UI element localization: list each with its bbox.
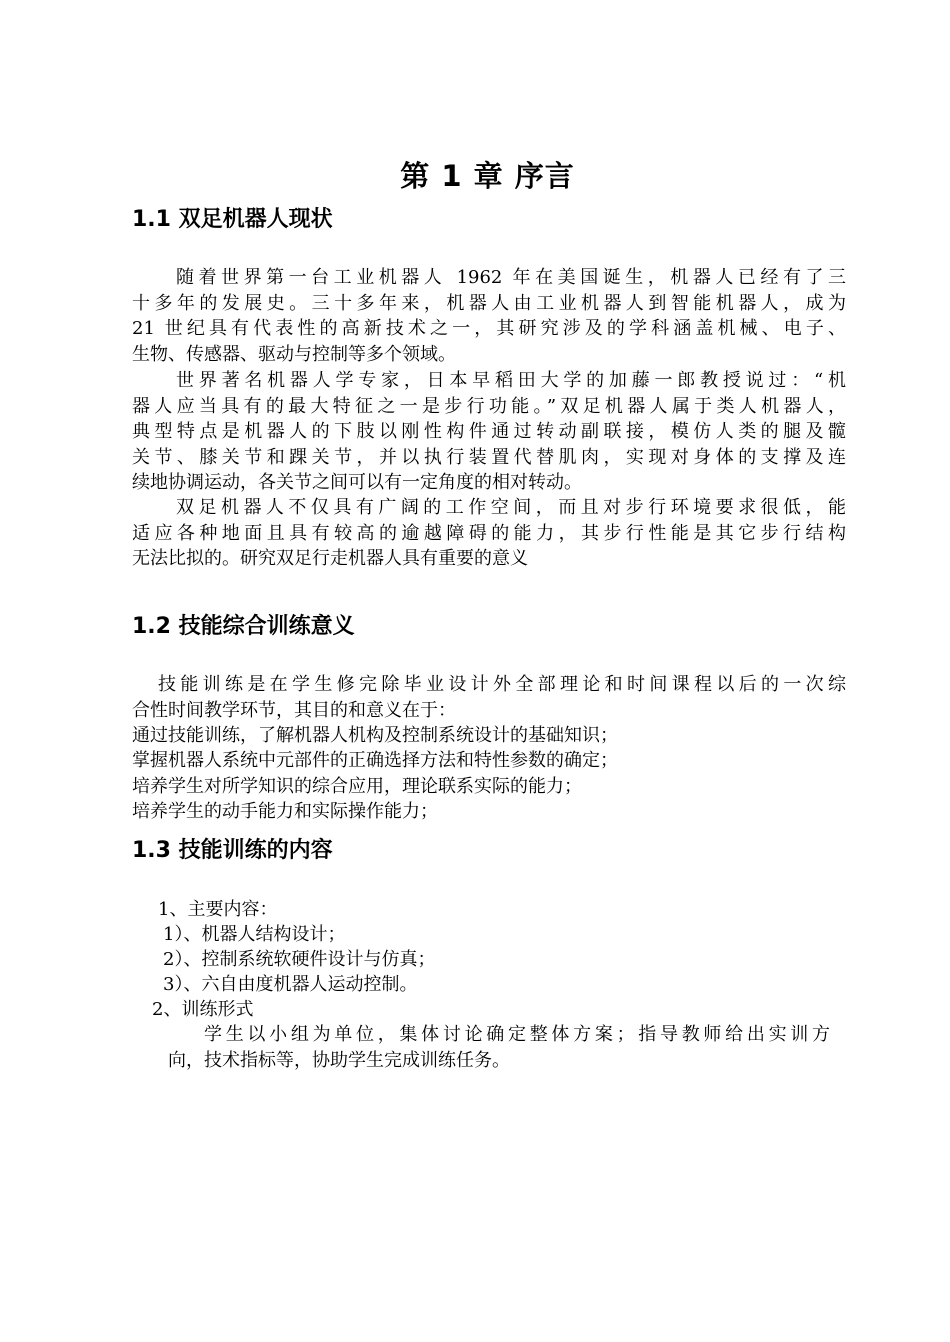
text-line: 双足机器人不仅具有广阔的工作空间，而且对步行环境要求很低，能 [176, 497, 846, 518]
main-content-label: 1、主要内容： [158, 899, 278, 920]
text-line: 生物、传感器、驱动与控制等多个领域。 [132, 343, 456, 365]
content-item: 3）、六自由度机器人运动控制。 [163, 974, 418, 995]
text-line: 适应各种地面且具有较高的逾越障碍的能力，其步行性能是其它步行结构 [132, 522, 846, 544]
chapter-title: 第 1 章 序言 [400, 159, 575, 193]
paragraph-robot-history [132, 265, 846, 367]
section-heading-1-1: 1.1 双足机器人现状 [132, 207, 333, 232]
training-point: 掌握机器人系统中元部件的正确选择方法和特性参数的确定； [132, 750, 618, 771]
paragraph-biped-advantage [132, 495, 846, 572]
text-line: 技能训练是在学生修完除毕业设计外全部理论和时间课程以后的一次综 [158, 674, 846, 695]
paragraph-walking-feature [132, 368, 846, 496]
text-line: 向，技术指标等，协助学生完成训练任务。 [168, 1049, 510, 1071]
content-item: 2）、控制系统软硬件设计与仿真； [163, 949, 436, 970]
text-line: 器人应当具有的最大特征之一是步行功能。”双足机器人属于类人机器人， [132, 395, 846, 417]
section-heading-1-2: 1.2 技能综合训练意义 [132, 614, 355, 639]
text-line: 学生以小组为单位，集体讨论确定整体方案；指导教师给出实训方 [204, 1024, 830, 1045]
text-line: 世界著名机器人学专家，日本早稻田大学的加藤一郎教授说过：“机 [176, 370, 846, 391]
text-line: 关节、膝关节和踝关节，并以执行装置代替肌肉，实现对身体的支撑及连 [132, 446, 846, 468]
text-line: 随着世界第一台工业机器人 1962 年在美国诞生，机器人已经有了三 [176, 267, 846, 288]
training-point: 通过技能训练，了解机器人机构及控制系统设计的基础知识； [132, 725, 618, 746]
paragraph-training-form [168, 1022, 830, 1073]
text-line: 合性时间教学环节，其目的和意义在于： [132, 699, 456, 721]
text-line: 十多年的发展史。三十多年来，机器人由工业机器人到智能机器人，成为 [132, 292, 846, 314]
text-line: 无法比拟的。研究双足行走机器人具有重要的意义 [132, 548, 528, 569]
content-item: 1）、机器人结构设计； [163, 924, 346, 945]
training-point: 培养学生对所学知识的综合应用，理论联系实际的能力； [132, 776, 582, 797]
training-point: 培养学生的动手能力和实际操作能力； [132, 801, 438, 822]
section-heading-1-3: 1.3 技能训练的内容 [132, 838, 333, 863]
paragraph-training-intro [132, 672, 846, 723]
text-line: 21 世纪具有代表性的高新技术之一，其研究涉及的学科涵盖机械、电子、 [132, 318, 846, 339]
text-line: 续地协调运动，各关节之间可以有一定角度的相对转动。 [132, 472, 582, 493]
training-form-label: 2、训练形式 [152, 999, 254, 1020]
text-line: 典型特点是机器人的下肢以刚性构件通过转动副联接，模仿人类的腿及髋 [132, 421, 846, 442]
